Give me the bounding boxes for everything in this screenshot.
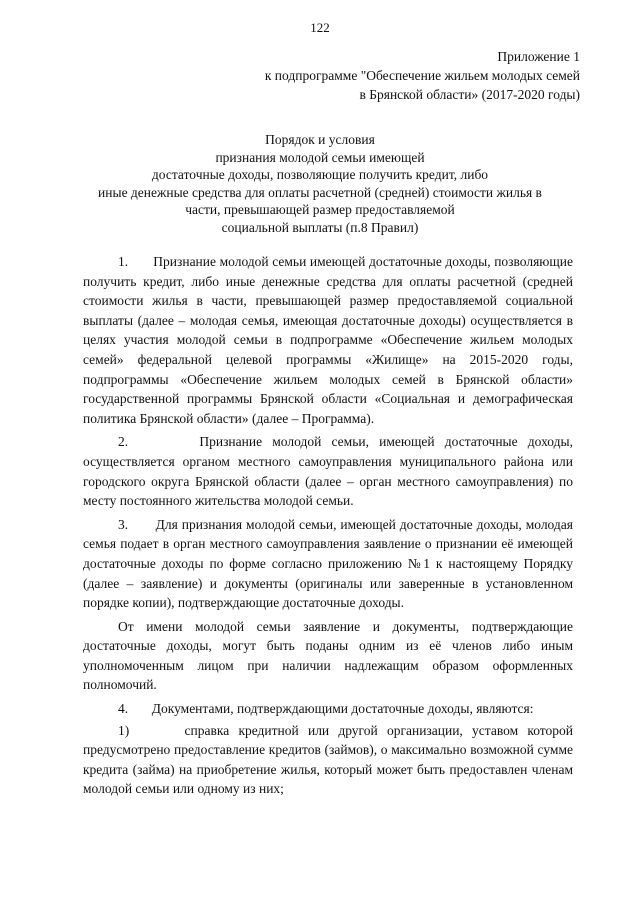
title-line-1: Порядок и условия	[265, 132, 375, 147]
page-number: 122	[310, 20, 330, 35]
title-line-2: признания молодой семьи имеющей	[215, 149, 425, 165]
title-line-4: иные денежные средства для оплаты расчетной (средней) стоимости жилья в	[98, 184, 542, 200]
appendix-line-2: к подпрограмме "Обеспечение жильем молодых семей	[264, 68, 580, 83]
appendix-header	[265, 47, 580, 104]
paragraph-1: 1. Признание молодой семьи имеющей достаточные доходы, позволяющие получить кредит, либо иные денежные средства для оплаты расчетной (средней стоимости жилья в части, превышающей размер предоставляемой социальной выплаты (далее – молодая семья, имеющая достаточные доходы) осуществляется в целях участия молодой семьи в подпрограмме «Обеспечение жильем молодых семей» федеральной целевой программы «Жилище» на 2015-2020 годы, подпрограммы «Обеспечение жильем молодых семей в Брянской области» государственной программы Брянской области «Социальная и демографическая политика Брянской области» (далее – Программа).	[83, 254, 573, 426]
paragraph-4: 4. Документами, подтверждающими достаточные доходы, являются:	[118, 701, 534, 717]
title-line-6: социальной выплаты (п.8 Правил)	[221, 219, 419, 235]
paragraph-2: 2. Признание молодой семьи, имеющей достаточные доходы, осуществляется органом местного самоуправления муниципального района или городского округа Брянской области (далее – орган местного самоуправления) по месту постоянного жительства молодой семьи.	[83, 434, 573, 509]
appendix-line-3: в Брянской области» (2017-2020 годы)	[359, 87, 580, 102]
document-body	[83, 252, 573, 803]
paragraph-3: 3. Для признания молодой семьи, имеющей достаточные доходы, молодая семья подает в орган местного самоуправления заявление о признании её имеющей достаточные доходы по форме согласно приложению №1 к настоящему Порядку (далее – заявление) и документы (оригиналы или заверенные в установленном порядке копии), подтверждающие достаточные доходы.	[83, 516, 573, 611]
appendix-line-1: Приложение 1	[497, 49, 580, 64]
paragraph-4-item-1: 1) справка кредитной или другой организации, уставом которой предусмотрено предоставление кредитов (займов), о максимально возможной сумме кредита (займа) на приобретение жилья, который может быть предоставлен членам молодой семьи или одному из них;	[83, 722, 573, 797]
paragraph-3-note: От имени молодой семьи заявление и документы, подтверждающие достаточные доходы, могут быть поданы одним из её членов либо иным уполномоченным лицом при наличии надлежащим образом оформленных полномочий.	[83, 618, 573, 693]
title-line-5: части, превышающей размер предоставляемой	[185, 202, 455, 218]
document-title	[80, 131, 560, 237]
title-line-3: достаточные доходы, позволяющие получить кредит, либо	[151, 167, 489, 183]
